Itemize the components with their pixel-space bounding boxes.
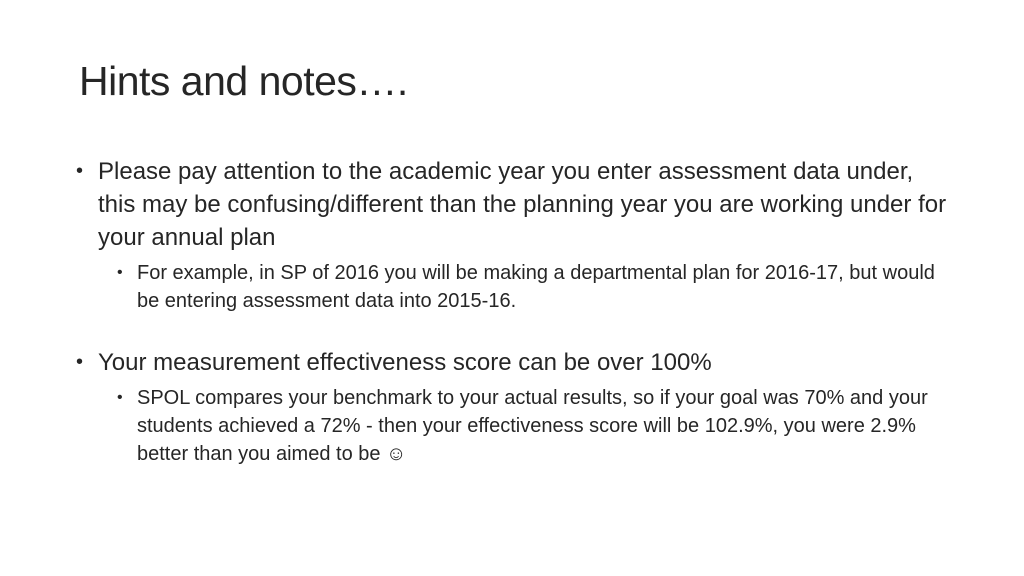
bullet-item bbox=[74, 155, 954, 254]
sub-bullet-text: For example, in SP of 2016 you will be making a departmental plan for 2016-17, but would be entering assessment data into 2015-16. bbox=[137, 262, 935, 312]
bullet-text: Please pay attention to the academic year you enter assessment data under, this may be confusing/different than the planning year you are working under for your annual plan bbox=[98, 158, 947, 251]
sub-bullet-item bbox=[113, 384, 954, 468]
slide-content bbox=[74, 155, 954, 468]
bullet-marker: • bbox=[76, 160, 84, 182]
slide-title: Hints and notes…. bbox=[79, 58, 408, 104]
sub-bullet-text: SPOL compares your benchmark to your actual results, so if your goal was 70% and your students achieved a 72% - then your effectiveness score will be 102.9%, you were 2.9% better than you aimed to be ☺ bbox=[137, 387, 928, 465]
bullet-text: Your measurement effectiveness score can be over 100% bbox=[98, 349, 712, 376]
sub-bullet-item bbox=[113, 259, 954, 315]
sub-bullet-marker: • bbox=[117, 389, 123, 406]
bullet-item bbox=[74, 346, 954, 379]
sub-bullet-marker: • bbox=[117, 264, 123, 281]
bullet-marker: • bbox=[76, 351, 84, 373]
